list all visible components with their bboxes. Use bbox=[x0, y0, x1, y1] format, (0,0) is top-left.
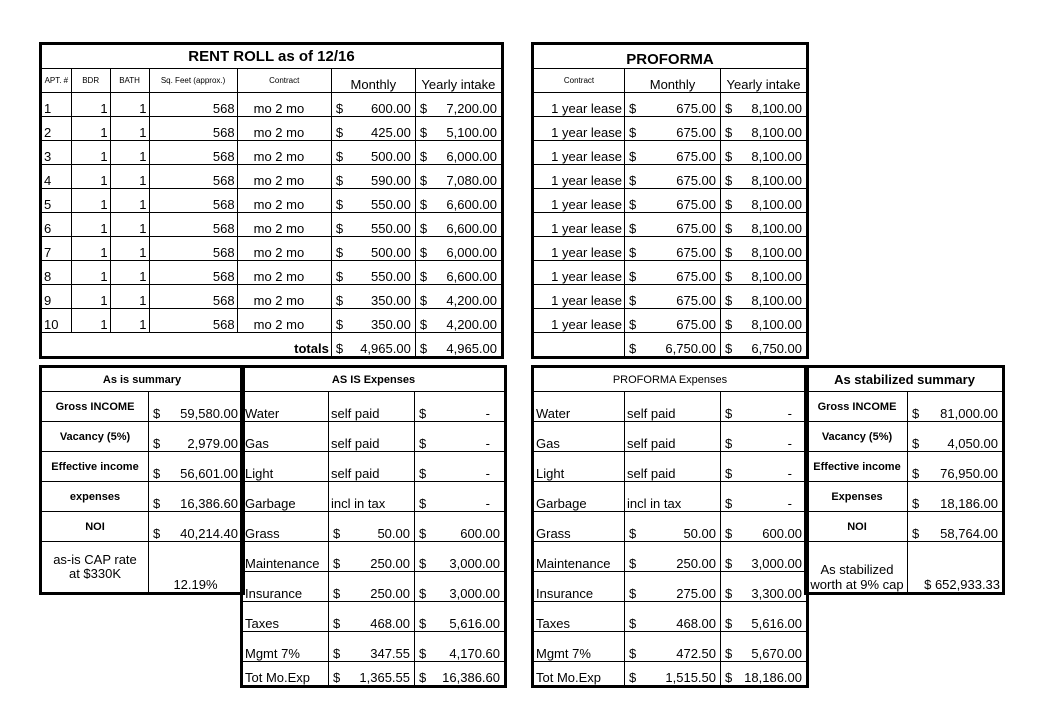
table-row bbox=[41, 309, 503, 333]
table-row bbox=[41, 285, 503, 309]
pe-tax-monthly: $ 468.00 bbox=[625, 602, 721, 632]
contract-header: Contract bbox=[237, 69, 331, 93]
ae-grass-yearly: $ 600.00 bbox=[415, 512, 506, 542]
pf-monthly-cell: $ 675.00 bbox=[625, 213, 721, 237]
bath-cell: 1 bbox=[110, 165, 149, 189]
contract-cell: mo 2 mo bbox=[237, 213, 331, 237]
apt-cell: 9 bbox=[41, 285, 72, 309]
pe-garbage-note: incl in tax bbox=[625, 482, 721, 512]
pe-tot-label: Tot Mo.Exp bbox=[533, 662, 625, 687]
effective-income-label: Effective income bbox=[41, 452, 149, 482]
apt-cell: 3 bbox=[41, 141, 72, 165]
pe-water-note: self paid bbox=[625, 392, 721, 422]
monthly-cell: $ 600.00 bbox=[331, 93, 415, 117]
table-row bbox=[533, 261, 808, 285]
pe-ins-yearly: $ 3,300.00 bbox=[721, 572, 808, 602]
pe-garbage-value: $ - bbox=[721, 482, 808, 512]
pe-tax-label: Taxes bbox=[533, 602, 625, 632]
st-noi-label: NOI bbox=[806, 512, 908, 542]
table-row bbox=[41, 261, 503, 285]
rent-roll-table bbox=[39, 42, 504, 359]
proforma-title: PROFORMA bbox=[533, 44, 808, 69]
ae-ins-label: Insurance bbox=[242, 572, 329, 602]
pf-yearly-cell: $ 8,100.00 bbox=[721, 285, 808, 309]
pe-maint-yearly: $ 3,000.00 bbox=[721, 542, 808, 572]
pe-row-ins bbox=[533, 572, 808, 602]
contract-cell: mo 2 mo bbox=[237, 165, 331, 189]
pe-mgmt-label: Mgmt 7% bbox=[533, 632, 625, 662]
sqft-cell: 568 bbox=[149, 237, 237, 261]
apt-cell: 10 bbox=[41, 309, 72, 333]
ae-tax-yearly: $ 5,616.00 bbox=[415, 602, 506, 632]
monthly-cell: $ 350.00 bbox=[331, 285, 415, 309]
pf-monthly-cell: $ 675.00 bbox=[625, 237, 721, 261]
st-vacancy-value: $ 4,050.00 bbox=[908, 422, 1004, 452]
bdr-cell: 1 bbox=[71, 213, 110, 237]
ae-ins-monthly: $ 250.00 bbox=[329, 572, 415, 602]
table-row bbox=[533, 309, 808, 333]
pf-yearly-cell: $ 8,100.00 bbox=[721, 165, 808, 189]
pf-yearly-cell: $ 8,100.00 bbox=[721, 261, 808, 285]
ae-light-label: Light bbox=[242, 452, 329, 482]
table-row bbox=[41, 213, 503, 237]
monthly-cell: $ 350.00 bbox=[331, 309, 415, 333]
bath-cell: 1 bbox=[110, 213, 149, 237]
contract-cell: mo 2 mo bbox=[237, 261, 331, 285]
table-row bbox=[41, 141, 503, 165]
yearly-cell: $ 4,200.00 bbox=[415, 309, 502, 333]
ae-gas-label: Gas bbox=[242, 422, 329, 452]
as-is-expenses-title: AS IS Expenses bbox=[242, 367, 506, 392]
ae-water-label: Water bbox=[242, 392, 329, 422]
pf-yearly-cell: $ 8,100.00 bbox=[721, 189, 808, 213]
pf-total-monthly: $ 6,750.00 bbox=[625, 333, 721, 358]
ae-gas-value: $ - bbox=[415, 422, 506, 452]
pf-yearly-cell: $ 8,100.00 bbox=[721, 117, 808, 141]
bath-cell: 1 bbox=[110, 237, 149, 261]
bath-header: BATH bbox=[110, 69, 149, 93]
yearly-cell: $ 6,000.00 bbox=[415, 237, 502, 261]
contract-cell: mo 2 mo bbox=[237, 237, 331, 261]
pf-contract-cell: 1 year lease bbox=[533, 165, 625, 189]
sqft-header: Sq. Feet (approx.) bbox=[149, 69, 237, 93]
table-row bbox=[533, 237, 808, 261]
ae-maint-yearly: $ 3,000.00 bbox=[415, 542, 506, 572]
bath-cell: 1 bbox=[110, 309, 149, 333]
pe-row-maint bbox=[533, 542, 808, 572]
monthly-header: Monthly bbox=[331, 69, 415, 93]
st-gross-label: Gross INCOME bbox=[806, 392, 908, 422]
worth-value: $ 652,933.33 bbox=[908, 542, 1004, 594]
ae-row-maint bbox=[242, 542, 506, 572]
table-row bbox=[41, 117, 503, 141]
pe-row-light bbox=[533, 452, 808, 482]
table-row bbox=[41, 165, 503, 189]
sqft-cell: 568 bbox=[149, 117, 237, 141]
ae-light-note: self paid bbox=[329, 452, 415, 482]
bdr-cell: 1 bbox=[71, 309, 110, 333]
contract-cell: mo 2 mo bbox=[237, 93, 331, 117]
stabilized-summary-table bbox=[804, 365, 1005, 595]
pf-contract-cell: 1 year lease bbox=[533, 237, 625, 261]
pf-yearly-cell: $ 8,100.00 bbox=[721, 141, 808, 165]
noi-value: $ 40,214.40 bbox=[149, 512, 244, 542]
apt-cell: 1 bbox=[41, 93, 72, 117]
as-is-summary-title: As is summary bbox=[41, 367, 244, 392]
pf-yearly-header: Yearly intake bbox=[721, 69, 808, 93]
monthly-cell: $ 500.00 bbox=[331, 141, 415, 165]
pf-contract-cell: 1 year lease bbox=[533, 213, 625, 237]
bdr-cell: 1 bbox=[71, 165, 110, 189]
ae-row-tot bbox=[242, 662, 506, 687]
table-row bbox=[533, 93, 808, 117]
yearly-header: Yearly intake bbox=[415, 69, 502, 93]
pf-contract-cell: 1 year lease bbox=[533, 189, 625, 213]
table-row bbox=[41, 237, 503, 261]
pe-row-grass bbox=[533, 512, 808, 542]
ae-tax-monthly: $ 468.00 bbox=[329, 602, 415, 632]
apt-cell: 8 bbox=[41, 261, 72, 285]
bdr-cell: 1 bbox=[71, 237, 110, 261]
vacancy-value: $ 2,979.00 bbox=[149, 422, 244, 452]
pf-monthly-cell: $ 675.00 bbox=[625, 285, 721, 309]
apt-cell: 2 bbox=[41, 117, 72, 141]
pf-contract-cell: 1 year lease bbox=[533, 261, 625, 285]
proforma-expenses-title: PROFORMA Expenses bbox=[533, 367, 808, 392]
pf-monthly-cell: $ 675.00 bbox=[625, 93, 721, 117]
pe-water-label: Water bbox=[533, 392, 625, 422]
table-row bbox=[533, 141, 808, 165]
ae-row-mgmt bbox=[242, 632, 506, 662]
contract-cell: mo 2 mo bbox=[237, 285, 331, 309]
yearly-cell: $ 7,200.00 bbox=[415, 93, 502, 117]
yearly-cell: $ 6,600.00 bbox=[415, 213, 502, 237]
gross-income-value: $ 59,580.00 bbox=[149, 392, 244, 422]
pe-tot-monthly: $ 1,515.50 bbox=[625, 662, 721, 687]
bath-cell: 1 bbox=[110, 93, 149, 117]
sqft-cell: 568 bbox=[149, 141, 237, 165]
pf-total-yearly: $ 6,750.00 bbox=[721, 333, 808, 358]
pe-ins-label: Insurance bbox=[533, 572, 625, 602]
total-yearly: $ 4,965.00 bbox=[415, 333, 502, 358]
st-noi-value: $ 58,764.00 bbox=[908, 512, 1004, 542]
proforma-table bbox=[531, 42, 809, 359]
sqft-cell: 568 bbox=[149, 93, 237, 117]
ae-garbage-label: Garbage bbox=[242, 482, 329, 512]
pe-row-water bbox=[533, 392, 808, 422]
pf-yearly-cell: $ 8,100.00 bbox=[721, 237, 808, 261]
contract-cell: mo 2 mo bbox=[237, 117, 331, 141]
yearly-cell: $ 6,000.00 bbox=[415, 141, 502, 165]
pe-row-gas bbox=[533, 422, 808, 452]
pf-yearly-cell: $ 8,100.00 bbox=[721, 93, 808, 117]
gross-income-label: Gross INCOME bbox=[41, 392, 149, 422]
ae-tax-label: Taxes bbox=[242, 602, 329, 632]
yearly-cell: $ 4,200.00 bbox=[415, 285, 502, 309]
sqft-cell: 568 bbox=[149, 165, 237, 189]
pf-contract-cell: 1 year lease bbox=[533, 141, 625, 165]
effective-income-value: $ 56,601.00 bbox=[149, 452, 244, 482]
monthly-cell: $ 590.00 bbox=[331, 165, 415, 189]
bath-cell: 1 bbox=[110, 261, 149, 285]
ae-maint-monthly: $ 250.00 bbox=[329, 542, 415, 572]
bdr-header: BDR bbox=[71, 69, 110, 93]
apt-cell: 6 bbox=[41, 213, 72, 237]
proforma-expenses-table bbox=[531, 365, 809, 688]
yearly-cell: $ 6,600.00 bbox=[415, 189, 502, 213]
pe-row-mgmt bbox=[533, 632, 808, 662]
table-row bbox=[533, 189, 808, 213]
pf-contract-cell: 1 year lease bbox=[533, 93, 625, 117]
rent-roll-title: RENT ROLL as of 12/16 bbox=[41, 44, 503, 69]
bdr-cell: 1 bbox=[71, 93, 110, 117]
pf-monthly-cell: $ 675.00 bbox=[625, 117, 721, 141]
ae-row-gas bbox=[242, 422, 506, 452]
bdr-cell: 1 bbox=[71, 285, 110, 309]
pe-grass-label: Grass bbox=[533, 512, 625, 542]
table-row bbox=[533, 117, 808, 141]
pe-grass-yearly: $ 600.00 bbox=[721, 512, 808, 542]
ae-tot-monthly: $ 1,365.55 bbox=[329, 662, 415, 687]
pf-monthly-cell: $ 675.00 bbox=[625, 189, 721, 213]
ae-water-note: self paid bbox=[329, 392, 415, 422]
table-row bbox=[41, 189, 503, 213]
ae-grass-label: Grass bbox=[242, 512, 329, 542]
ae-ins-yearly: $ 3,000.00 bbox=[415, 572, 506, 602]
pe-water-value: $ - bbox=[721, 392, 808, 422]
st-effective-value: $ 76,950.00 bbox=[908, 452, 1004, 482]
pe-row-tot bbox=[533, 662, 808, 687]
pf-yearly-cell: $ 8,100.00 bbox=[721, 309, 808, 333]
ae-light-value: $ - bbox=[415, 452, 506, 482]
bath-cell: 1 bbox=[110, 189, 149, 213]
ae-maint-label: Maintenance bbox=[242, 542, 329, 572]
sqft-cell: 568 bbox=[149, 189, 237, 213]
pf-contract-cell: 1 year lease bbox=[533, 285, 625, 309]
ae-water-value: $ - bbox=[415, 392, 506, 422]
ae-row-ins bbox=[242, 572, 506, 602]
pf-monthly-cell: $ 675.00 bbox=[625, 309, 721, 333]
pf-contract-cell: 1 year lease bbox=[533, 309, 625, 333]
pe-row-garbage bbox=[533, 482, 808, 512]
bdr-cell: 1 bbox=[71, 141, 110, 165]
ae-row-grass bbox=[242, 512, 506, 542]
expenses-label: expenses bbox=[41, 482, 149, 512]
bath-cell: 1 bbox=[110, 117, 149, 141]
ae-garbage-note: incl in tax bbox=[329, 482, 415, 512]
bdr-cell: 1 bbox=[71, 189, 110, 213]
contract-cell: mo 2 mo bbox=[237, 309, 331, 333]
sqft-cell: 568 bbox=[149, 285, 237, 309]
apt-cell: 4 bbox=[41, 165, 72, 189]
yearly-cell: $ 6,600.00 bbox=[415, 261, 502, 285]
pe-tot-yearly: $ 18,186.00 bbox=[721, 662, 808, 687]
ae-row-garbage bbox=[242, 482, 506, 512]
pf-monthly-cell: $ 675.00 bbox=[625, 261, 721, 285]
stabilized-summary-title: As stabilized summary bbox=[806, 367, 1004, 392]
st-effective-label: Effective income bbox=[806, 452, 908, 482]
table-row bbox=[533, 285, 808, 309]
pe-tax-yearly: $ 5,616.00 bbox=[721, 602, 808, 632]
expenses-value: $ 16,386.60 bbox=[149, 482, 244, 512]
pf-contract-header: Contract bbox=[533, 69, 625, 93]
table-row bbox=[41, 93, 503, 117]
ae-tot-yearly: $ 16,386.60 bbox=[415, 662, 506, 687]
pe-maint-monthly: $ 250.00 bbox=[625, 542, 721, 572]
pe-light-value: $ - bbox=[721, 452, 808, 482]
apt-cell: 5 bbox=[41, 189, 72, 213]
monthly-cell: $ 500.00 bbox=[331, 237, 415, 261]
ae-row-tax bbox=[242, 602, 506, 632]
ae-mgmt-label: Mgmt 7% bbox=[242, 632, 329, 662]
cap-rate-label: as-is CAP rate at $330K bbox=[41, 542, 149, 594]
apt-cell: 7 bbox=[41, 237, 72, 261]
pe-maint-label: Maintenance bbox=[533, 542, 625, 572]
ae-garbage-value: $ - bbox=[415, 482, 506, 512]
pe-row-tax bbox=[533, 602, 808, 632]
pe-gas-label: Gas bbox=[533, 422, 625, 452]
monthly-cell: $ 550.00 bbox=[331, 213, 415, 237]
as-is-expenses-table bbox=[240, 365, 507, 688]
ae-grass-monthly: $ 50.00 bbox=[329, 512, 415, 542]
ae-row-light bbox=[242, 452, 506, 482]
pe-mgmt-monthly: $ 472.50 bbox=[625, 632, 721, 662]
cap-rate-value: 12.19% bbox=[149, 542, 244, 594]
monthly-cell: $ 425.00 bbox=[331, 117, 415, 141]
table-row bbox=[533, 213, 808, 237]
st-vacancy-label: Vacancy (5%) bbox=[806, 422, 908, 452]
pf-yearly-cell: $ 8,100.00 bbox=[721, 213, 808, 237]
ae-mgmt-monthly: $ 347.55 bbox=[329, 632, 415, 662]
yearly-cell: $ 7,080.00 bbox=[415, 165, 502, 189]
pf-monthly-cell: $ 675.00 bbox=[625, 141, 721, 165]
contract-cell: mo 2 mo bbox=[237, 141, 331, 165]
noi-label: NOI bbox=[41, 512, 149, 542]
pe-mgmt-yearly: $ 5,670.00 bbox=[721, 632, 808, 662]
sqft-cell: 568 bbox=[149, 261, 237, 285]
pe-gas-note: self paid bbox=[625, 422, 721, 452]
pe-light-note: self paid bbox=[625, 452, 721, 482]
yearly-cell: $ 5,100.00 bbox=[415, 117, 502, 141]
totals-label: totals bbox=[41, 333, 332, 358]
ae-tot-label: Tot Mo.Exp bbox=[242, 662, 329, 687]
st-gross-value: $ 81,000.00 bbox=[908, 392, 1004, 422]
table-row bbox=[533, 165, 808, 189]
sqft-cell: 568 bbox=[149, 309, 237, 333]
pe-light-label: Light bbox=[533, 452, 625, 482]
pf-totals-blank bbox=[533, 333, 625, 358]
pf-monthly-header: Monthly bbox=[625, 69, 721, 93]
apt-header: APT. # bbox=[41, 69, 72, 93]
pe-gas-value: $ - bbox=[721, 422, 808, 452]
ae-mgmt-yearly: $ 4,170.60 bbox=[415, 632, 506, 662]
ae-row-water bbox=[242, 392, 506, 422]
total-monthly: $ 4,965.00 bbox=[331, 333, 415, 358]
st-expenses-label: Expenses bbox=[806, 482, 908, 512]
worth-label: As stabilized worth at 9% cap bbox=[806, 542, 908, 594]
pf-monthly-cell: $ 675.00 bbox=[625, 165, 721, 189]
bath-cell: 1 bbox=[110, 141, 149, 165]
vacancy-label: Vacancy (5%) bbox=[41, 422, 149, 452]
pe-ins-monthly: $ 275.00 bbox=[625, 572, 721, 602]
sqft-cell: 568 bbox=[149, 213, 237, 237]
pe-garbage-label: Garbage bbox=[533, 482, 625, 512]
contract-cell: mo 2 mo bbox=[237, 189, 331, 213]
monthly-cell: $ 550.00 bbox=[331, 261, 415, 285]
bdr-cell: 1 bbox=[71, 261, 110, 285]
st-expenses-value: $ 18,186.00 bbox=[908, 482, 1004, 512]
as-is-summary-table bbox=[39, 365, 245, 595]
ae-gas-note: self paid bbox=[329, 422, 415, 452]
monthly-cell: $ 550.00 bbox=[331, 189, 415, 213]
bath-cell: 1 bbox=[110, 285, 149, 309]
pe-grass-monthly: $ 50.00 bbox=[625, 512, 721, 542]
pf-contract-cell: 1 year lease bbox=[533, 117, 625, 141]
bdr-cell: 1 bbox=[71, 117, 110, 141]
